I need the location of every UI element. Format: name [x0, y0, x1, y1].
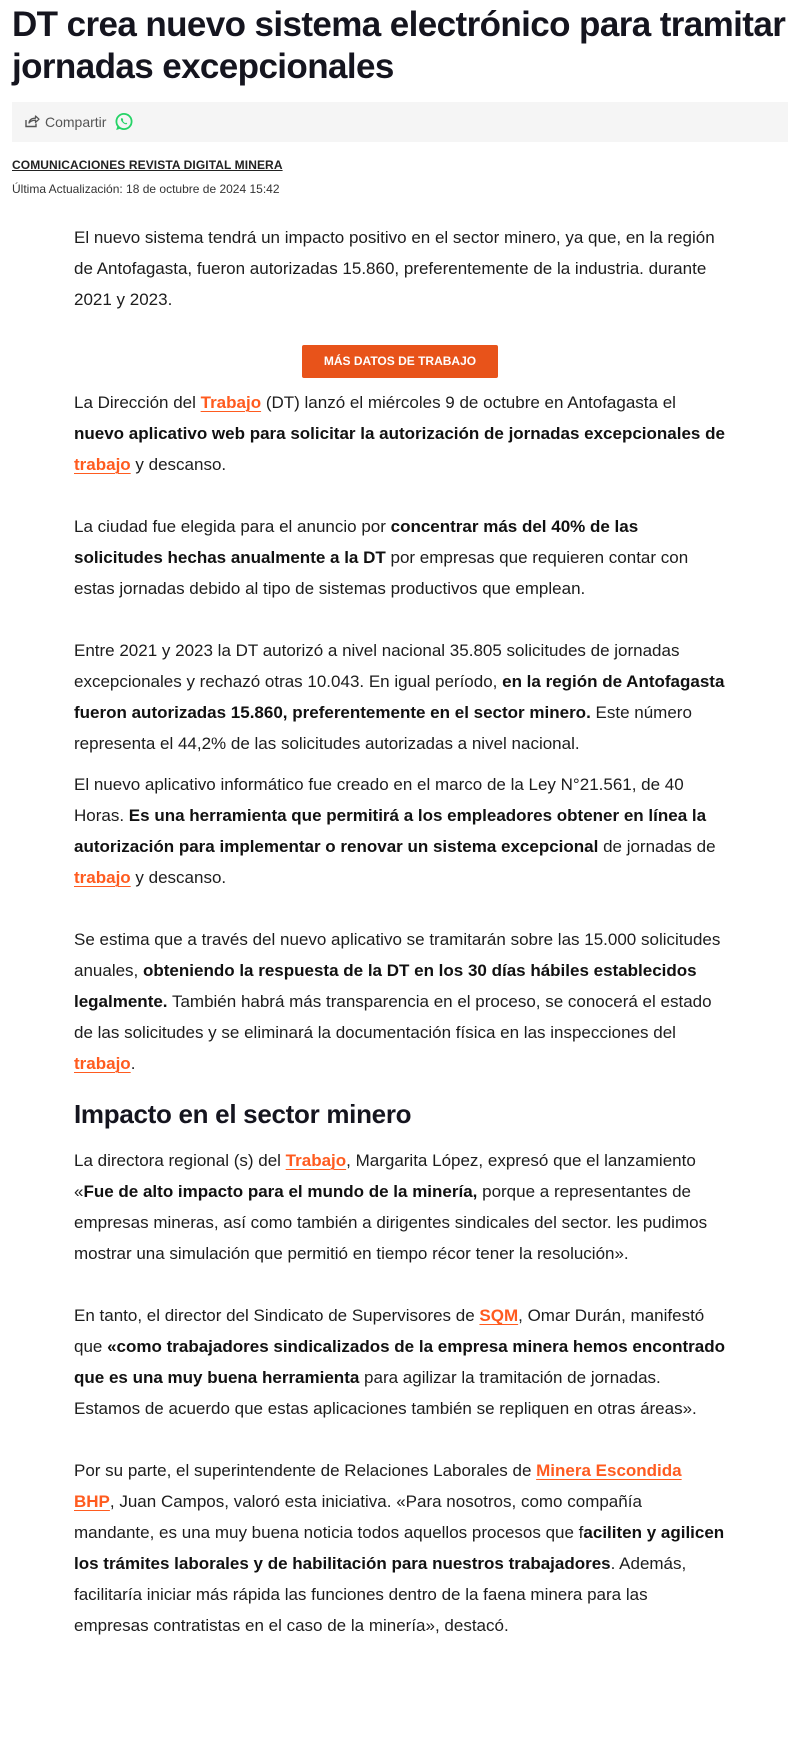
- author-link[interactable]: COMUNICACIONES REVISTA DIGITAL MINERA: [12, 158, 283, 172]
- cta-wrapper: [74, 345, 726, 378]
- text: y descanso.: [130, 868, 227, 887]
- text: por empresas que requieren contar con estas jornadas debido al tipo de sistemas productivos que emplean.: [74, 548, 689, 598]
- article-body: [0, 222, 800, 1641]
- keyword-link-trabajo[interactable]: Trabajo: [200, 393, 262, 412]
- text: , Margarita López, expresó que el lanzamiento «: [74, 1151, 696, 1201]
- paragraph-4: [74, 769, 726, 893]
- lead-paragraph: El nuevo sistema tendrá un impacto positivo en el sector minero, ya que, en la región de Antofagasta, fueron autorizadas 15.860, preferentemente de la industria. durante 2021 y 2023.: [74, 228, 715, 309]
- bold-text: concentrar más del 40% de las solicitudes hechas anualmente a la DT: [74, 517, 639, 567]
- text: para agilizar la tramitación de jornadas. Estamos de acuerdo que estas aplicaciones también se repliquen en otras áreas».: [74, 1368, 697, 1418]
- bold-text: aciliten y agilicen los trámites laborales y de habilitación para nuestros trabajadores: [74, 1523, 725, 1573]
- paragraph-2: [74, 511, 726, 604]
- paragraph-3: [74, 635, 726, 759]
- text: La Dirección del: [74, 393, 201, 412]
- text: . Además, facilitaría iniciar más rápida las funciones dentro de la faena minera para las empresas contratistas en el caso de la minería», destacó.: [74, 1554, 687, 1635]
- text: porque a representantes de empresas mineras, así como también a dirigentes sindicales del sector. les pudimos mostrar una simulación que permitió en tiempo récor tener la resolución».: [74, 1182, 708, 1263]
- text: Se estima que a través del nuevo aplicativo se tramitarán sobre las 15.000 solicitudes anuales,: [74, 930, 721, 980]
- more-work-data-button[interactable]: MÁS DATOS DE TRABAJO: [302, 345, 498, 378]
- text: .: [130, 1054, 136, 1073]
- bold-text: en la región de Antofagasta fueron autorizadas 15.860, preferentemente en el sector minero.: [74, 672, 725, 722]
- paragraph-1: [74, 387, 726, 480]
- keyword-link-trabajo[interactable]: trabajo: [74, 1054, 131, 1073]
- share-button[interactable]: [24, 114, 106, 131]
- bold-text: Es una herramienta que permitirá a los empleadores obtener en línea la autorización para implementar o renovar un sistema excepcional: [74, 806, 707, 856]
- text: En tanto, el director del Sindicato de Supervisores de: [74, 1306, 480, 1325]
- section-heading: Impacto en el sector minero: [74, 1099, 412, 1129]
- paragraph-7: [74, 1300, 726, 1424]
- bold-text: «como trabajadores sindicalizados de la empresa minera hemos encontrado que es una muy buena herramienta: [74, 1337, 725, 1387]
- keyword-link-minera-escondida[interactable]: Minera Escondida BHP: [74, 1461, 682, 1511]
- article-title: DT crea nuevo sistema electrónico para tramitar jornadas excepcionales: [12, 5, 786, 86]
- paragraph-8: [74, 1455, 726, 1641]
- keyword-link-trabajo[interactable]: trabajo: [74, 868, 131, 887]
- text: También habrá más transparencia en el proceso, se conocerá el estado de las solicitudes y se eliminará la documentación física en las inspecciones del: [74, 992, 712, 1042]
- text: (DT) lanzó el miércoles 9 de octubre en Antofagasta el: [261, 393, 676, 412]
- bold-text: Fue de alto impacto para el mundo de la minería,: [83, 1182, 478, 1201]
- last-updated: Última Actualización: 18 de octubre de 2024 15:42: [12, 182, 280, 196]
- text: , Omar Durán, manifestó que: [74, 1306, 705, 1356]
- paragraph-6: [74, 1145, 726, 1269]
- bold-text: nuevo aplicativo web para solicitar la autorización de jornadas excepcionales de: [74, 424, 725, 443]
- keyword-link-trabajo[interactable]: trabajo: [74, 455, 131, 474]
- whatsapp-icon[interactable]: [114, 112, 134, 132]
- text: La directora regional (s) del: [74, 1151, 286, 1170]
- text: Por su parte, el superintendente de Relaciones Laborales de: [74, 1461, 537, 1480]
- text: Este número representa el 44,2% de las solicitudes autorizadas a nivel nacional.: [74, 703, 692, 753]
- share-label: Compartir: [45, 114, 107, 130]
- bold-text: obteniendo la respuesta de la DT en los 30 días hábiles establecidos legalmente.: [74, 961, 697, 1011]
- paragraph-5: [74, 924, 726, 1079]
- keyword-link-trabajo[interactable]: Trabajo: [285, 1151, 347, 1170]
- text: de jornadas de: [598, 837, 716, 856]
- text: El nuevo aplicativo informático fue creado en el marco de la Ley N°21.561, de 40 Horas.: [74, 775, 684, 825]
- share-icon: [24, 114, 40, 131]
- keyword-link-sqm[interactable]: SQM: [479, 1306, 519, 1325]
- share-bar: [12, 102, 788, 142]
- text: Entre 2021 y 2023 la DT autorizó a nivel nacional 35.805 solicitudes de jornadas excepcionales y rechazó otras 10.043. En igual período,: [74, 641, 680, 691]
- text: La ciudad fue elegida para el anuncio por: [74, 517, 391, 536]
- text: , Juan Campos, valoró esta iniciativa. «Para nosotros, como compañía mandante, es una muy buena noticia todos aquellos procesos que f: [74, 1492, 642, 1542]
- text: y descanso.: [130, 455, 227, 474]
